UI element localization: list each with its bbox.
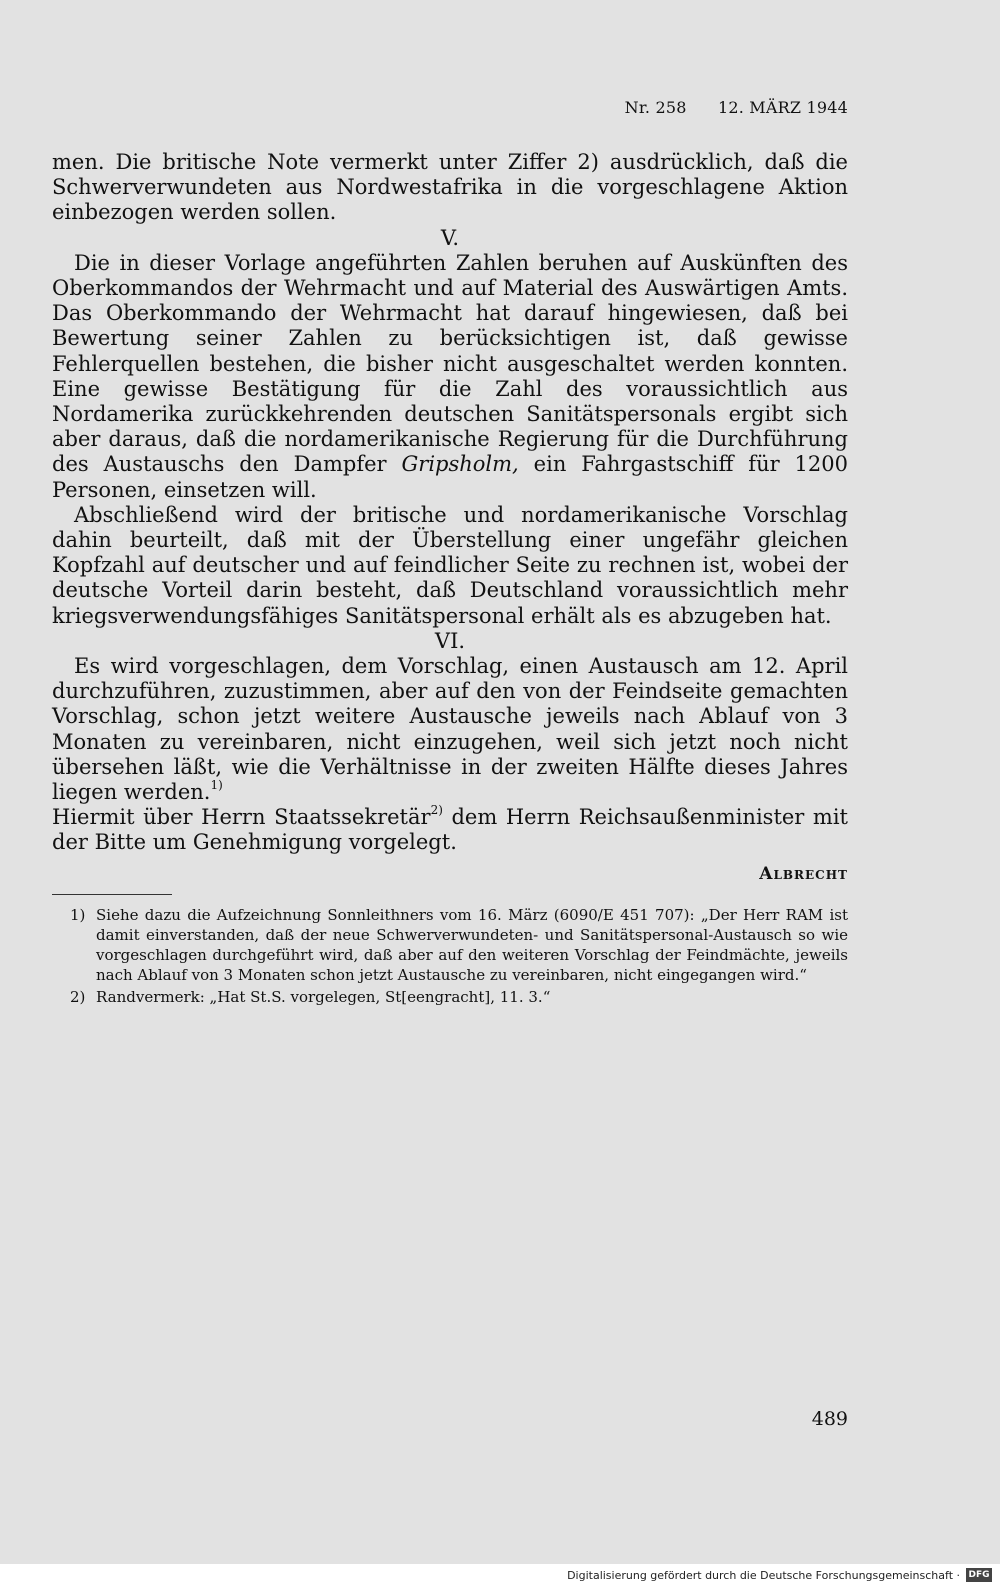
digitization-credit: Digitalisierung gefördert durch die Deutsche Forschungsgemeinschaft · bbox=[567, 1569, 960, 1582]
ship-name: Gripsholm, bbox=[401, 452, 519, 477]
footnotes bbox=[52, 905, 848, 1009]
footnote-mark: 2) bbox=[70, 988, 86, 1006]
section-heading-v: V. bbox=[440, 225, 460, 250]
footnote-ref-1: 1) bbox=[210, 778, 223, 793]
paragraph-vi2-text-b: dem Herrn Reichsaußenminister mit der Bitte um Genehmigung vorgelegt. bbox=[52, 805, 848, 855]
paragraph-vi2-text-a: Hiermit über Herrn Staatssekretär bbox=[52, 805, 431, 830]
paragraph-v1-end: ein Fahrgastschiff für 1200 Personen, einsetzen will. bbox=[52, 452, 848, 502]
footnote-ref-2-number: 2 bbox=[430, 803, 439, 818]
footnote-rule bbox=[52, 894, 172, 895]
section-heading-vi: VI. bbox=[434, 628, 466, 653]
paragraph-v1-text: Die in dieser Vorlage angeführten Zahlen beruhen auf Auskünften des Oberkommandos der Wehrmacht und auf Material des Auswärtigen Amts. Das Oberkommando der Wehrmacht hat darauf hingewiesen, daß bei Bewertung seiner Zahlen zu berücksichtigen ist, daß gewisse Fehlerquellen bestehen, die bisher nicht ausgeschaltet werden konnten. Eine gewisse Bestätigung für die Zahl des voraussichtlich aus Nordamerika zurückkehrenden deutschen Sanitätspersonals ergibt sich aber daraus, daß die nordamerikanische Regierung für die Durchführung des Austauschs den Dampfer bbox=[52, 250, 848, 477]
credit-bar bbox=[0, 1564, 1000, 1586]
body-text bbox=[52, 150, 848, 887]
footnote-mark: 1) bbox=[70, 906, 86, 924]
dfg-logo-icon: DFG bbox=[966, 1568, 992, 1582]
footnote-ref-2: 2) bbox=[430, 803, 443, 818]
paragraph-continuation: men. Die britische Note vermerkt unter Ziffer 2) ausdrücklich, daß die Schwerverwundeten aus Nordwestafrika in die vorgeschlagene Aktion einbezogen werden sollen. bbox=[52, 150, 848, 225]
footnote-text: Siehe dazu die Aufzeichnung Sonnleithners vom 16. März (6090/E 451 707): „Der Herr RAM ist damit einverstanden, daß der neue Schwerverwundeten- und Sanitätspersonal-Austausch so wie vorgeschlagen durchgeführt wird, daß aber auf den weiteren Vorschlag der Feindmächte, jeweils nach Ablauf von 3 Monaten schon jetzt Austausche zu vereinbaren, nicht eingegangen wird.“ bbox=[96, 906, 848, 984]
document-number: Nr. 258 bbox=[624, 98, 687, 117]
paragraph-vi1 bbox=[52, 654, 848, 805]
page-number: 489 bbox=[811, 1408, 848, 1430]
paragraph-v1 bbox=[52, 251, 848, 503]
paragraph-vi1-text: Es wird vorgeschlagen, dem Vorschlag, einen Austausch am 12. April durchzuführen, zuzustimmen, aber auf den von der Feindseite gemachten Vorschlag, schon jetzt weitere Austausche jeweils nach Ablauf von 3 Monaten zu vereinbaren, nicht einzugehen, weil sich jetzt noch nicht übersehen läßt, wie die Verhältnisse in der zweiten Hälfte dieses Jahres liegen werden. bbox=[52, 654, 848, 805]
signature: Albrecht bbox=[759, 863, 848, 884]
footnote bbox=[52, 987, 848, 1007]
footnote-ref-1-number: 1 bbox=[210, 778, 219, 793]
footnote bbox=[52, 905, 848, 985]
running-head bbox=[625, 98, 848, 117]
paragraph-vi2 bbox=[52, 805, 848, 855]
footnote-text: Randvermerk: „Hat St.S. vorgelegen, St[eengracht], 11. 3.“ bbox=[96, 988, 551, 1006]
document-date: 12. MÄRZ 1944 bbox=[717, 98, 848, 117]
paragraph-v2: Abschließend wird der britische und nordamerikanische Vorschlag dahin beurteilt, daß mit der Überstellung einer ungefähr gleichen Kopfzahl auf deutscher und auf feindlicher Seite zu rechnen ist, wobei der deutsche Vorteil darin besteht, daß Deutschland voraussichtlich mehr kriegsverwendungsfähiges Sanitätspersonal erhält als es abzugeben hat. bbox=[52, 502, 848, 628]
